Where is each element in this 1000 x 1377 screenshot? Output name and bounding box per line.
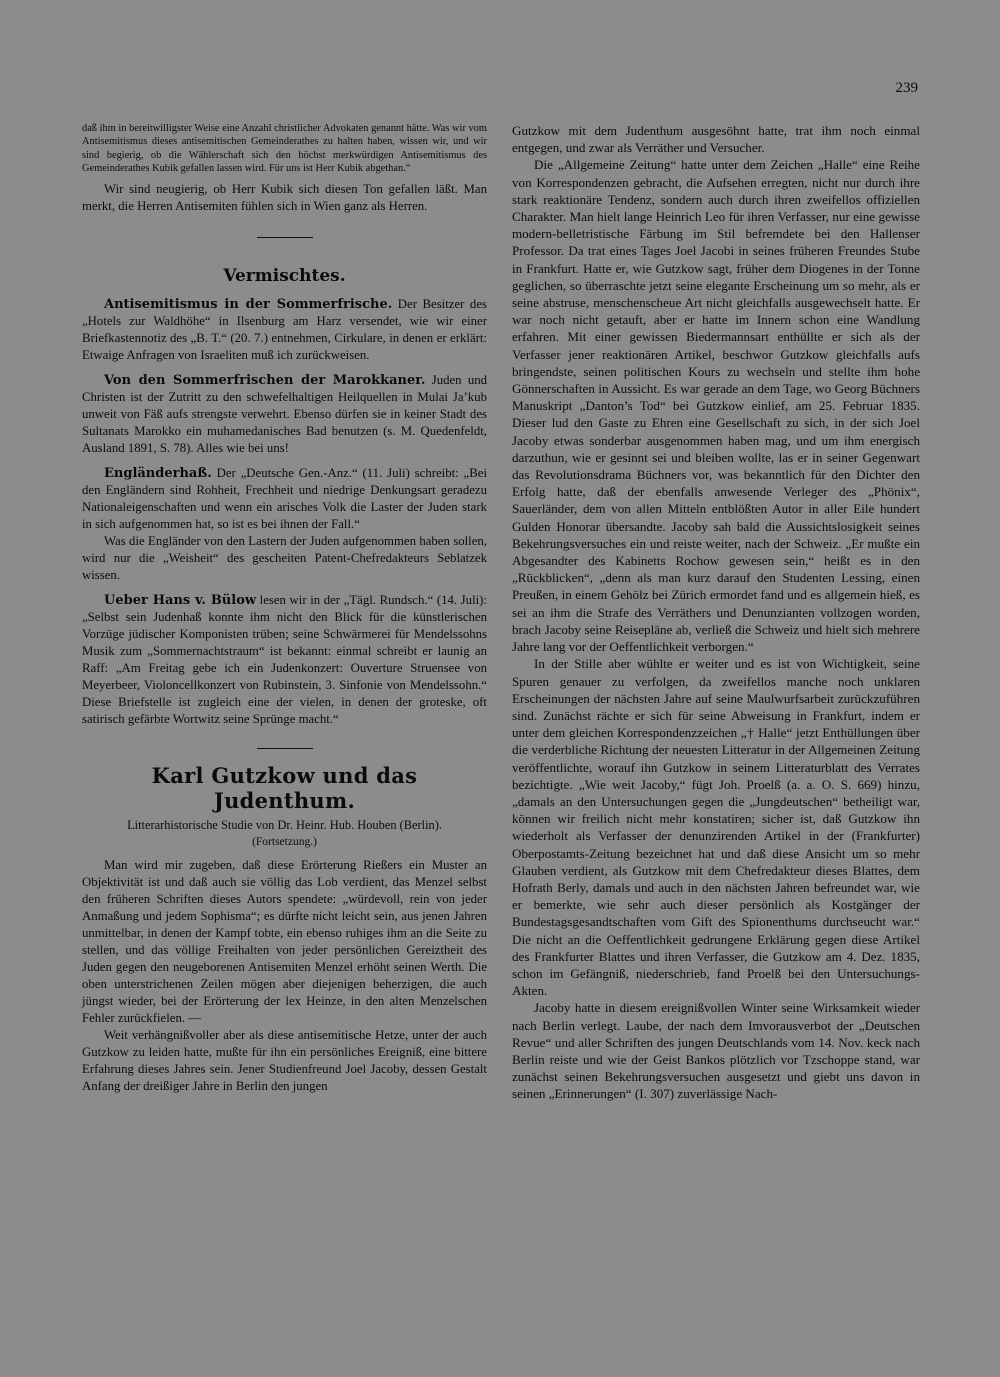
item-headline: Von den Sommerfrischen der Marokkaner. <box>104 373 426 389</box>
item-headline: Ueber Hans v. Bülow <box>104 593 257 609</box>
page-number: 239 <box>895 80 918 96</box>
news-item <box>82 465 487 533</box>
paragraph: In der Stille aber wühlte er weiter und es ist von Wichtigkeit, seine Spuren genauer zu verfolgen, da zweifellos manche noch unklaren Erscheinungen der nächsten Jahre auf seine Maulwurfsarbeit zurückzuführen sind. Zunächst rächte er sich für seine Abweisung in Frankfurt, indem er unter dem gleichen Korrespondenzzeichen „† Halle“ jetzt Enthüllungen über die verderbliche Richtung der neuesten Litteratur in der Allgemeinen Zeitung veröffentlichte, worauf ihn Gutzkow in seinem Litteraturblatt des Verrates bezichtigte. „Wie weit Jacoby,“ fügt Joh. Proelß (a. a. O. S. 669) hinzu, „damals an den Untersuchungen gegen die „Jungdeutschen“ betheiligt war, können wir freilich nicht mehr konstatiren; sicher ist, daß Gutzkow ihn wiederholt als Verfasser der denunzirenden Artikel in der (Frankfurter) Oberpostamts-Zeitung bezeichnet hat und daß diese Ansicht um so mehr Glauben verdient, als Gutzkow mit dem Chefredakteur dieses Blattes, dem Hofrath Berly, damals und auch in den nächsten Jahren befreundet war, wie er bemerkte, wie sehr auch dieser persönlich als Kostgänger der Bundestagsgesandtschaften vom Gift des Spionenthums durchseucht war.“ Die nicht an die Oeffentlichkeit gedrungene Erklärung gegen diese Artikel des Frankfurter Blattes und ihren Verfasser, die Gutzkow am 4. Dez. 1835, schon im Gefängniß, niederschrieb, fand Proelß bei den Untersuchungs-Akten. <box>512 656 920 999</box>
divider <box>257 237 313 238</box>
article-continuation: (Fortsetzung.) <box>252 836 317 849</box>
item-text: Der Besitzer des „Hotels zur Waldhöhe“ in Ilsenburg am Harz versendet, wie wir einer Briefkastennotiz des „B. T.“ (20. 7.) entnehmen, Cirkulare, in denen er erklärt: Etwaige Anfragen von Israeliten muß ich zurückweisen. <box>82 297 487 363</box>
item-text: lesen wir in der „Tägl. Rundsch.“ (14. Juli): „Selbst sein Judenhaß konnte ihm nicht den Blick für die künstlerischen Vorzüge jüdischer Komponisten trüben; seine Schwärmerei für Mendelssohns Musik zum „Sommernachtstraum“ ist bekannt: einmal schreibt er launig an Raff: „Am Freitag gebe ich ein Judenkonzert: Ouverture Struensee von Meyerbeer, Violoncellkonzert von Rubinstein, 3. Sinfonie von Mendelssohn.“ Diese Briefstelle ist zugleich eine der vielen, in denen der groteske, oft satirisch gefärbte Wortwitz seine Sprünge macht.“ <box>82 593 487 727</box>
section-heading: Vermischtes. <box>223 266 346 287</box>
left-column <box>82 122 487 1095</box>
paragraph: Was die Engländer von den Lastern der Juden aufgenommen haben sollen, wird nur die „Weisheit“ des gescheiten Patent-Chefredakteurs Seblatzek wissen. <box>82 534 487 583</box>
paragraph: Gutzkow mit dem Judenthum ausgesöhnt hatte, trat ihm noch einmal entgegen, und zwar als Verräther und Versucher. <box>512 123 920 156</box>
news-item <box>82 296 487 364</box>
item-text: Juden und Christen ist der Zutritt zu den schwefelhaltigen Heilquellen in Mulai Ja’kub unweit von Fäß aufs strengste verwehrt. Ebenso dürfen sie in keiner Stadt des Sultanats Marokko ein muhamedanisches Bad benutzen (s. M. Quedenfeldt, Ausland 1891, S. 78). Alles wie bei uns! <box>82 373 488 456</box>
right-column <box>512 122 920 1103</box>
paragraph: Weit verhängnißvoller aber als diese antisemitische Hetze, unter der auch Gutzkow zu leiden hatte, mußte für ihn ein persönliches Ereigniß, eine bittere Erfahrung dieses Jahres sein. Jener Studienfreund Joel Jacoby, dessen Gestalt Anfang der dreißiger Jahre in Berlin den jungen <box>82 1028 487 1094</box>
paragraph: Wir sind neugierig, ob Herr Kubik sich diesen Ton gefallen läßt. Man merkt, die Herren Antisemiten fühlen sich in Wien ganz als Herren. <box>82 182 487 214</box>
news-item <box>82 592 487 728</box>
item-text: Der „Deutsche Gen.-Anz.“ (11. Juli) schreibt: „Bei den Engländern sind Rohheit, Frechheit und niedrige Denkungsart geradezu Nationaleigenschaften und wenn ein arisches Volk die Laster der Juden stark in sich aufgenommen hat, so ist es bei ihnen der Fall.“ <box>82 466 488 532</box>
paragraph: Jacoby hatte in diesem ereignißvollen Winter seine Wirksamkeit wieder nach Berlin verlegt. Laube, der nach dem Imvorausverbot der „Deutschen Revue“ und aller Schriften des jungen Deutschlands vom 14. Nov. keck nach Berlin reiste und wie der Geist Bankos plötzlich vor Tzschoppe stand, war zunächst seinen Bekehrungsversuchen ausgesetzt und giebt uns davon in seinen „Erinnerungen“ (I. 307) zuverlässige Nach- <box>512 1000 920 1102</box>
article-subtitle: Litterarhistorische Studie von Dr. Heinr. Hub. Houben (Berlin). <box>127 818 442 833</box>
paragraph: Die „Allgemeine Zeitung“ hatte unter dem Zeichen „Halle“ eine Reihe von Korrespondenzen gebracht, die Aufsehen erregten, nicht nur durch ihre stark reaktionäre Tendenz, sondern auch durch ihren zweifellos offiziellen Charakter. Man hielt lange Heinrich Leo für ihren Verfasser, nur eine gewisse modern-belletristische Färbung im Stil befremdete bei den Hallenser Professor. Da trat eines Tages Joel Jacobi in seines früheren Freundes Stube in Frankfurt. Hatte er, wie Gutzkow sagt, früher dem Diogenes in der Tonne geglichen, so überraschte jetzt seine elegante Erscheinung um so mehr, als er seine abstruse, menschenscheue Art nicht gleichfalls ausgewechselt hatte. Er war noch nicht getauft, aber er hatte im Innern schon eine Wandlung erfahren. Mit einer gewissen Biedermannsart enthüllte er sich als der Verfasser jener reaktionären Artikel, beschwor Gutzkow gleichfalls aufs bringendste, seinen politischen Kours zu wechseln und stellte ihm hohe Gönnerschaften in Aussicht. Es war gerade an dem Tage, wo Georg Büchners Manuskript „Danton’s Tod“ bei Gutzkow einlief, am 25. Februar 1835. Dieser lud den Gaste zu Ehren eine Gesellschaft zu sich, in der sich Joel Jacoby etwas sonderbar ausgenommen haben mag, und um ihm energisch darzuthun, wie er gesinnt sei und bleiben wollte, las er in seiner Gegenwart das Revolutionsdrama Büchners vor, was bekanntlich für den Dichter den Erfolg hatte, daß der ebenfalls anwesende Verleger des „Phönix“, Sauerländer, dem von allen Mitteln entblößten Autor in aller Eile hundert Gulden Honorar übersandte. Jacoby sah bald die Aussichtslosigkeit seines Bekehrungsversuches ein und reiste weiter, nach der Schweiz. „Er mußte ein Abgesandter des Kabinetts Rochow gewesen sein,“ heißt es in den „Rückblicken“, „denn als man kurz darauf den Studenten Lessing, einen Preußen, in einem Gehölz bei Zürich ermordet fand und es allgemein hieß, es sei an ihm die Strafe des Verräthers und Denunzianten vollzogen worden, brach Jacoby seine Reisepläne ab, verließ die Schweiz und hielt sich mehrere Jahre lang vor der Oeffentlichkeit verborgen.“ <box>512 157 920 655</box>
news-item <box>82 372 487 457</box>
item-headline: Engländerhaß. <box>104 466 212 482</box>
paragraph: Man wird mir zugeben, daß diese Erörterung Rießers ein Muster an Objektivität ist und daß auch sie völlig das Lob verdient, das Menzel selbst den früheren Schriften dieses Autors spendete: „würdevoll, rein von jeder Anmaßung und jedem Sophisma“; es dürfte nicht leicht sein, aus jenen Jahren unmittelbar, in denen der Kampf tobte, ein ebenso ruhiges ihm an die Seite zu stellen, und das völlige Freihalten von jeder persönlichen Gereiztheit des Juden gegen den neugeborenen Antisemiten Menzel erhöht seinen Werth. Die oben unterstrichenen Zeilen mögen aber diejenigen beherzigen, die auch jüngst wieder, bei der Erörterung der lex Heinze, in den alten Menzelschen Fehler zurückfielen. — <box>82 858 487 1026</box>
article-title: Karl Gutzkow und das Judenthum. <box>151 763 418 814</box>
item-headline: Antisemitismus in der Sommerfrische. <box>104 297 393 313</box>
paragraph: daß ihm in bereitwilligster Weise eine Anzahl christlicher Advokaten genannt hätte. Was wir vom Antisemitismus dieses antisemitischen Gemeinderathes zu halten haben, wissen wir, und wir sind begierig, ob die Wählerschaft sich den höchst merkwürdigen Antisemitismus des Gemeinderathes Kubik gefallen lassen wird. Für uns ist Herr Kubik abgethan.“ <box>82 123 487 174</box>
divider <box>257 748 313 749</box>
